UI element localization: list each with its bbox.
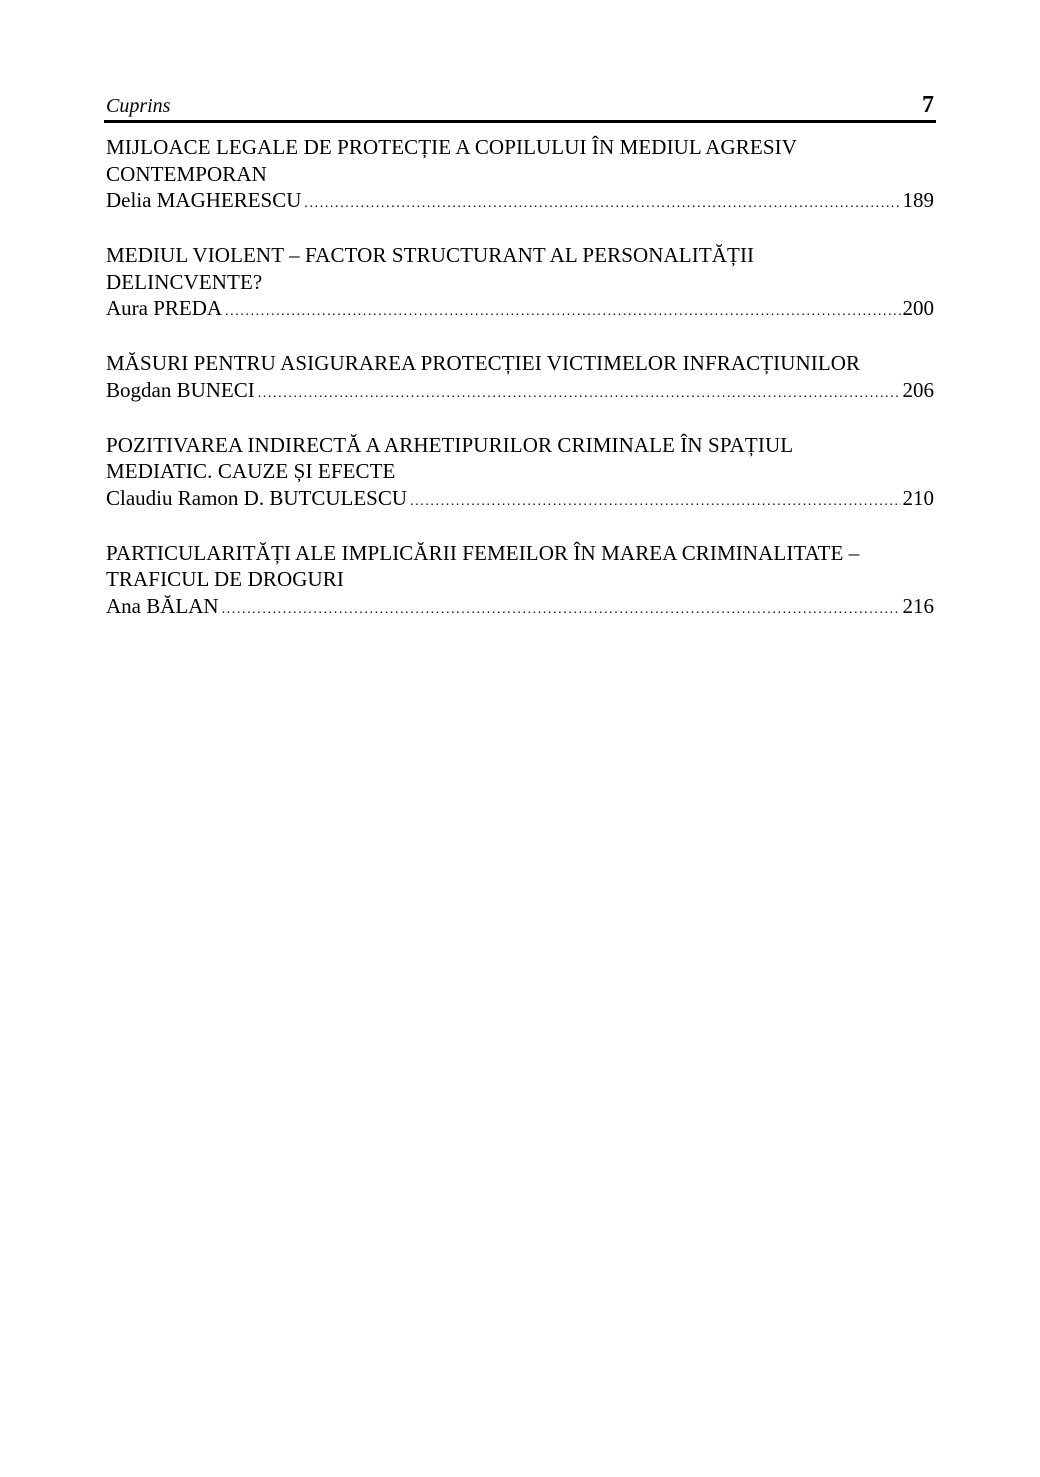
entry-title: MIJLOACE LEGALE DE PROTECȚIE A COPILULUI ÎN MEDIUL AGRESIV CONTEMPORAN [106, 135, 797, 186]
table-of-contents [106, 134, 934, 648]
header-title: Cuprins [106, 95, 171, 117]
dot-leader [410, 489, 900, 515]
entry-title: POZITIVAREA INDIRECTĂ A ARHETIPURILOR CRIMINALE ÎN SPAȚIUL MEDIATIC. CAUZE ȘI EFECTE [106, 432, 793, 483]
toc-entry [106, 432, 934, 515]
entry-author: Delia MAGHERESCU [106, 188, 302, 212]
entry-line [106, 485, 934, 515]
entry-author: Bogdan BUNECI [106, 377, 255, 402]
dot-leader [225, 299, 900, 325]
entry-page-number: 200 [902, 296, 934, 320]
toc-entry [106, 242, 934, 325]
entry-page-number: 210 [902, 485, 934, 510]
entry-line [106, 187, 934, 217]
running-header [104, 88, 936, 123]
entry-author: Claudiu Ramon D. BUTCULESCU [106, 485, 408, 510]
dot-leader [222, 597, 901, 623]
dot-leader [304, 191, 900, 217]
entry-page-number: 206 [902, 377, 934, 402]
entry-page-number: 189 [902, 188, 934, 212]
entry-line [106, 377, 934, 407]
entry-line [106, 593, 934, 623]
entry-title: MEDIUL VIOLENT – FACTOR STRUCTURANT AL PERSONALITĂȚII DELINCVENTE? [106, 243, 755, 294]
entry-line [106, 295, 934, 325]
dot-leader [258, 381, 901, 407]
entry-title: PARTICULARITĂȚI ALE IMPLICĂRII FEMEILOR ÎN MAREA CRIMINALITATE – TRAFICUL DE DROGURI [106, 540, 860, 591]
toc-entry [106, 540, 934, 623]
header-page-number: 7 [922, 92, 934, 118]
entry-author: Ana BĂLAN [106, 593, 219, 618]
toc-entry [106, 350, 934, 407]
toc-entry [106, 134, 934, 217]
entry-page-number: 216 [902, 593, 934, 618]
entry-title: MĂSURI PENTRU ASIGURAREA PROTECȚIEI VICTIMELOR INFRACȚIUNILOR [106, 351, 861, 375]
entry-author: Aura PREDA [106, 296, 223, 320]
